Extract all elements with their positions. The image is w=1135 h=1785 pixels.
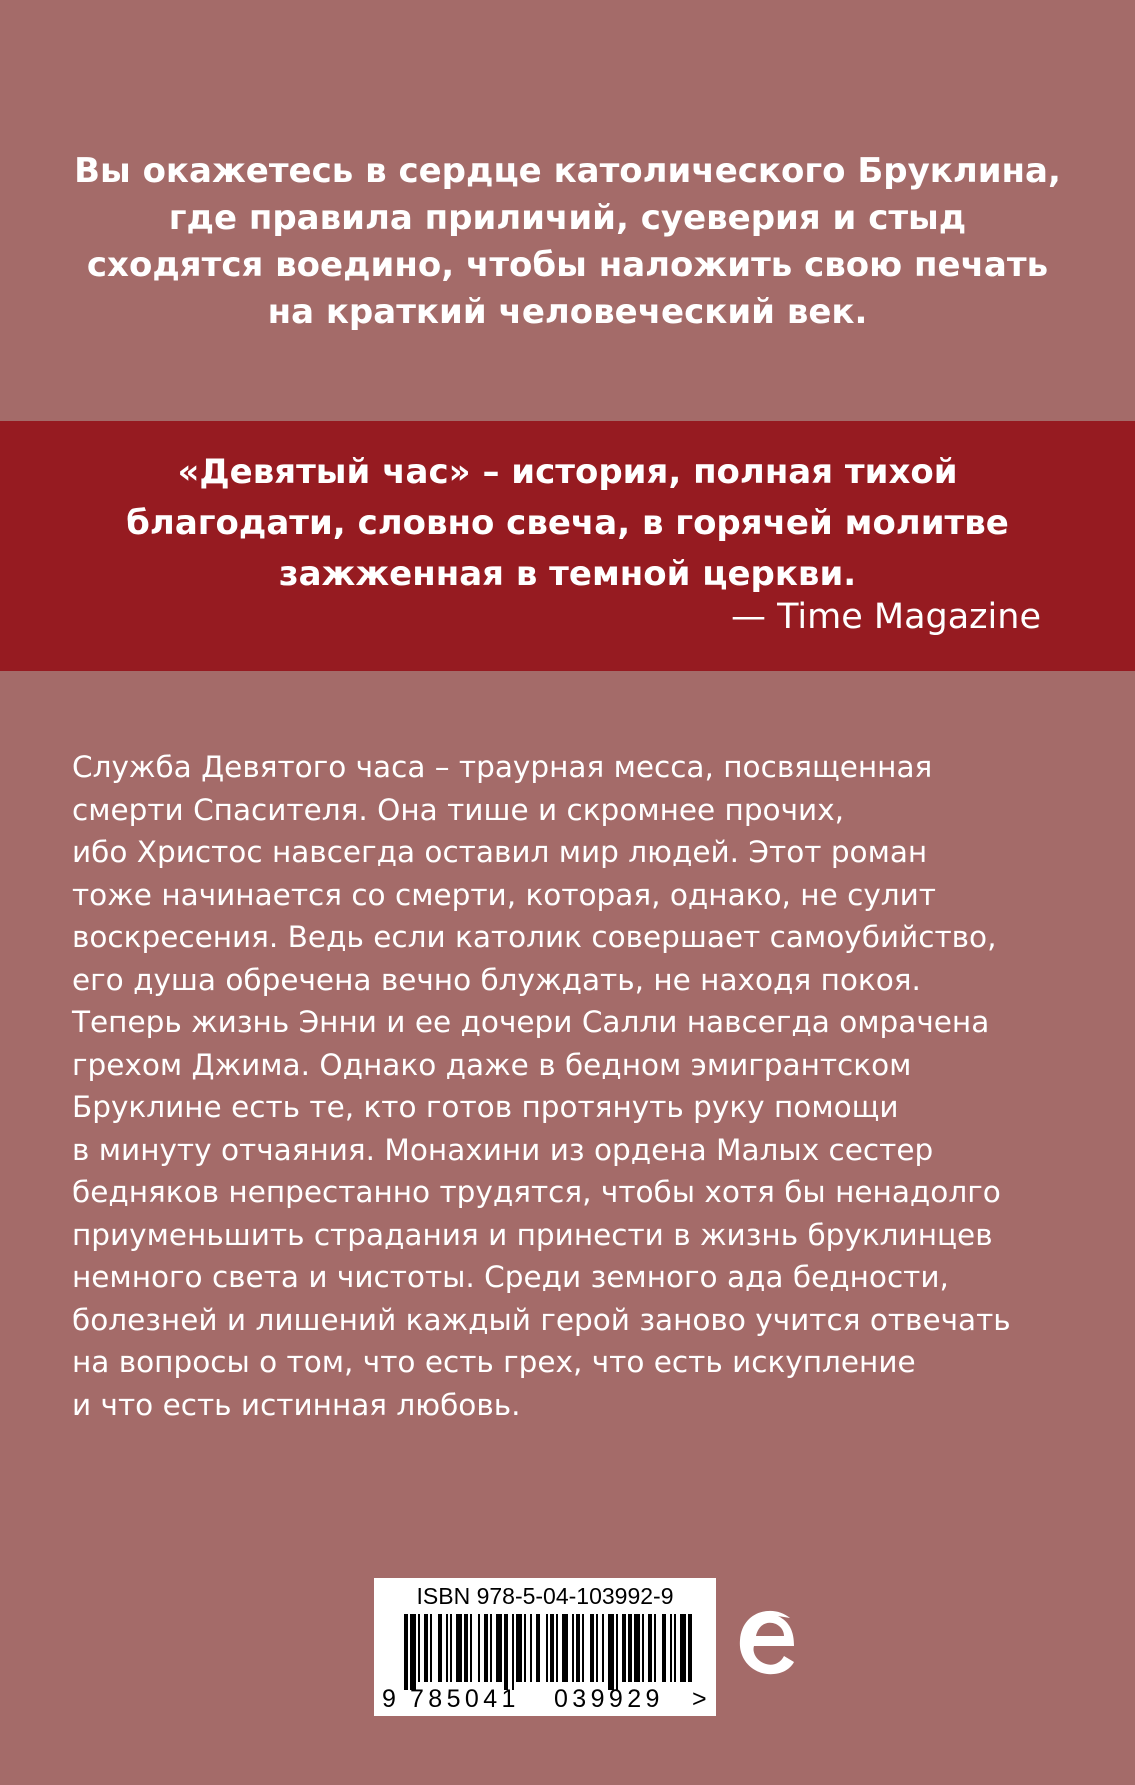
barcode-bar xyxy=(524,1614,526,1682)
quote-band xyxy=(0,421,1135,671)
barcode-bar xyxy=(484,1614,488,1682)
barcode-bar xyxy=(556,1614,558,1682)
barcode-bar xyxy=(576,1614,580,1682)
barcode-bar xyxy=(680,1614,686,1682)
barcode-bar xyxy=(504,1614,508,1690)
barcode-bar xyxy=(596,1614,598,1682)
quote-source: — Time Magazine xyxy=(730,597,1041,637)
barcode-bar xyxy=(512,1614,514,1690)
barcode-bar xyxy=(648,1614,652,1682)
barcode-bar xyxy=(530,1614,532,1682)
tagline: Вы окажетесь в сердце католического Бруклина, где правила приличий, суеверия и стыд сходятся воедино, чтобы наложить свою печать на краткий человеческий век. xyxy=(74,151,1061,332)
barcode-bar xyxy=(516,1614,522,1682)
isbn-barcode xyxy=(374,1578,716,1716)
barcode-digit-first: 9 xyxy=(382,1685,396,1713)
barcode-bar xyxy=(546,1614,548,1682)
barcode-bar xyxy=(662,1614,666,1682)
barcode-bar xyxy=(654,1614,656,1682)
barcode-bar xyxy=(456,1614,462,1682)
barcode-bar xyxy=(404,1614,408,1690)
barcode-bar xyxy=(674,1614,676,1682)
isbn-label: ISBN 978-5-04-103992-9 xyxy=(416,1583,674,1609)
barcode-bar xyxy=(490,1614,492,1682)
review-quote: «Девятый час» – история, полная тихой благодати, словно свеча, в горячей молитве зажженная в темной церкви. xyxy=(126,452,1009,594)
barcode-bar xyxy=(536,1614,540,1682)
barcode-bar xyxy=(688,1614,692,1682)
barcode-bar xyxy=(572,1614,574,1682)
barcode-bar xyxy=(550,1614,554,1682)
eksmo-logo-icon xyxy=(734,1604,798,1688)
barcode-bar xyxy=(418,1614,420,1682)
barcode-bar xyxy=(424,1614,428,1682)
barcode-bar xyxy=(602,1614,604,1682)
barcode-bar xyxy=(582,1614,584,1682)
barcode-bar xyxy=(450,1614,452,1682)
barcode-quiet-zone-mark: > xyxy=(692,1685,707,1713)
barcode-bar xyxy=(634,1614,640,1682)
barcode-bar xyxy=(670,1614,672,1682)
barcode-bar xyxy=(438,1614,442,1682)
barcode-bar xyxy=(430,1614,432,1682)
barcode-bar xyxy=(622,1614,626,1682)
barcode-digits xyxy=(374,1684,716,1714)
barcode-bar xyxy=(470,1614,472,1682)
barcode-bar xyxy=(608,1614,614,1690)
book-description: Служба Девятого часа – траурная месса, посвященная смерти Спасителя. Она тише и скромнее прочих, ибо Христос навсегда оставил мир людей. Этот роман тоже начинается со смерти, которая, однако, не сулит воскресения. Ведь если католик совершает самоубийство, его душа обречена вечно блуждать, не находя покоя. Теперь жизнь Энни и ее дочери Салли навсегда омрачена грехом Джима. Однако даже в бедном эмигрантском Бруклине есть те, кто готов протянуть руку помощи в минуту отчаяния. Монахини из ордена Малых сестер бедняков непрестанно трудятся, чтобы хотя бы ненадолго приуменьшить страдания и принести в жизнь бруклинцев немного света и чистоты. Среди земного ада бедности, болезней и лишений каждый герой заново учится отвечать на вопросы о том, что есть грех, что есть искупление и что есть истинная любовь. xyxy=(72,750,1011,1422)
barcode-bar xyxy=(446,1614,448,1682)
barcode-bar xyxy=(464,1614,468,1682)
barcode-digits-group1: 785041 xyxy=(410,1685,520,1713)
barcode-bar xyxy=(496,1614,502,1682)
barcode-bar xyxy=(590,1614,594,1682)
barcode-bar xyxy=(478,1614,480,1682)
barcode-bar xyxy=(562,1614,568,1682)
barcode-bar xyxy=(642,1614,644,1682)
barcode-bar xyxy=(628,1614,632,1682)
barcode-bar xyxy=(616,1614,618,1690)
barcode-bar xyxy=(410,1614,416,1690)
barcode-digits-group2: 039929 xyxy=(554,1685,664,1713)
